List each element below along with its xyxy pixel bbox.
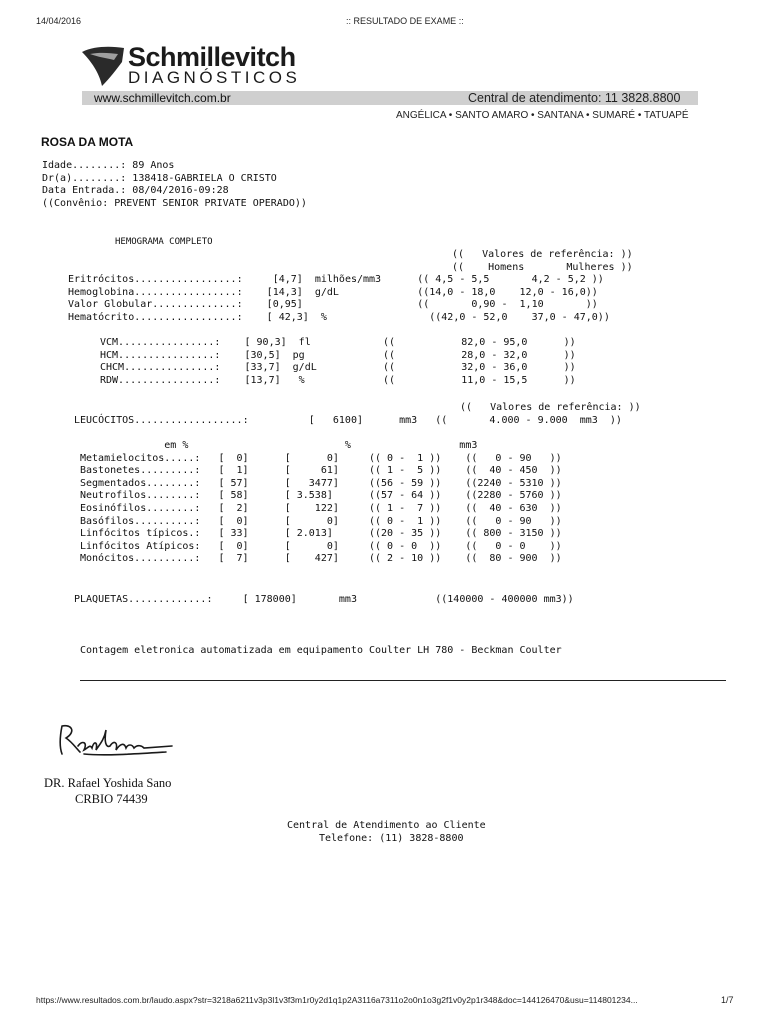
platelets-row: PLAQUETAS.............: [ 178000] mm3 ((140000 - 400000 mm3)) [74, 594, 574, 605]
lab-call-center: Central de atendimento: 11 3828.8800 [468, 91, 681, 105]
signature-scribble-icon [54, 718, 178, 764]
eosinophils-row: Eosinófilos........: [ 2] [ 122] (( 1 - 7 )) (( 40 - 630 )) [80, 502, 562, 514]
vcm-row: VCM................: [ 90,3] fl (( 82,0 - 95,0 )) [100, 337, 576, 348]
metamyelocytes-row: Metamielocitos.....: [ 0] [ 0] (( 0 - 1 )) (( 0 - 90 )) [80, 452, 562, 464]
footer-contact-title: Central de Atendimento ao Cliente [287, 820, 486, 831]
print-page-number: 1/7 [721, 995, 734, 1005]
patient-entry-date: Data Entrada.: 08/04/2016-09:28 [42, 185, 229, 197]
method-note: Contagem eletronica automatizada em equipamento Coulter LH 780 - Beckman Coulter [80, 645, 562, 656]
print-title: :: RESULTADO DE EXAME :: [346, 16, 464, 26]
typical-lymphocytes-row: Linfócitos típicos.: [ 33] [ 2.013] ((20 - 35 )) (( 800 - 3150 )) [80, 528, 562, 540]
lab-website: www.schmillevitch.com.br [94, 91, 231, 105]
indices-table [100, 337, 576, 387]
lab-subtitle: DIAGNÓSTICOS [128, 68, 301, 87]
hemoglobin-row: Hemoglobina.................: [14,3] g/dL ((14,0 - 18,0 12,0 - 16,0)) [68, 286, 598, 298]
ref-header-1: (( Valores de referência: )) [452, 249, 633, 260]
lab-locations: ANGÉLICA • SANTO AMARO • SANTANA • SUMARÉ • TATUAPÉ [396, 110, 689, 121]
basophils-row: Basófilos..........: [ 0] [ 0] (( 0 - 1 )) (( 0 - 90 )) [80, 515, 562, 527]
hemogram-title: HEMOGRAMA COMPLETO [115, 237, 213, 247]
differential-header: em % % mm3 [80, 440, 478, 451]
differential-table [80, 453, 562, 566]
doctor-registry: CRBIO 74439 [75, 792, 148, 806]
print-url: https://www.resultados.com.br/laudo.aspx?str=3218a6211v3p3l1v3f3m1r0y2d1q1p2A3116a7311o2o0n1o3g2f1v0y2p1r348&doc=144126470&usu=114801234... [36, 995, 638, 1005]
divider [80, 680, 726, 681]
monocytes-row: Monócitos..........: [ 7] [ 427] (( 2 - 10 )) (( 80 - 900 )) [80, 553, 562, 565]
ref-header-2: (( Homens Mulheres )) [452, 261, 633, 273]
leuko-ref-header: (( Valores de referência: )) [460, 402, 641, 413]
red-series-table [68, 274, 610, 324]
patient-insurance: ((Convênio: PREVENT SENIOR PRIVATE OPERADO)) [42, 197, 307, 209]
patient-doctor: Dr(a)........: 138418-GABRIELA O CRISTO [42, 172, 277, 184]
rdw-row: RDW................: [13,7] % (( 11,0 - 15,5 )) [100, 374, 576, 386]
globular-value-row: Valor Globular..............: [0,95] (( 0,90 - 1,10 )) [68, 299, 598, 311]
erythrocytes-row: Eritrócitos.................: [4,7] milhões/mm3 (( 4,5 - 5,5 4,2 - 5,2 )) [68, 274, 604, 285]
footer-contact-phone: Telefone: (11) 3828-8800 [319, 833, 464, 844]
atypical-lymphocytes-row: Linfócitos Atípicos: [ 0] [ 0] (( 0 - 0 )) (( 0 - 0 )) [80, 540, 562, 552]
lab-name: Schmillevitch [128, 42, 296, 72]
doctor-name: DR. Rafael Yoshida Sano [44, 776, 172, 790]
patient-age: Idade........: 89 Anos [42, 160, 175, 171]
neutrophils-row: Neutrofilos........: [ 58] [ 3.538] ((57 - 64 )) ((2280 - 5760 )) [80, 490, 562, 502]
patient-name: ROSA DA MOTA [41, 135, 134, 149]
leukocytes-row: LEUCÓCITOS..................: [ 6100] mm3 (( 4.000 - 9.000 mm3 )) [74, 414, 622, 426]
band-cells-row: Bastonetes.........: [ 1] [ 61] (( 1 - 5 )) (( 40 - 450 )) [80, 465, 562, 477]
logo-mark-icon [80, 44, 130, 90]
hematocrit-row: Hematócrito.................: [ 42,3] % ((42,0 - 52,0 37,0 - 47,0)) [68, 311, 610, 323]
segmented-row: Segmentados........: [ 57] [ 3477] ((56 - 59 )) ((2240 - 5310 )) [80, 477, 562, 489]
hcm-row: HCM................: [30,5] pg (( 28,0 - 32,0 )) [100, 349, 576, 361]
chcm-row: CHCM...............: [33,7] g/dL (( 32,0 - 36,0 )) [100, 362, 576, 374]
print-date: 14/04/2016 [36, 16, 82, 26]
